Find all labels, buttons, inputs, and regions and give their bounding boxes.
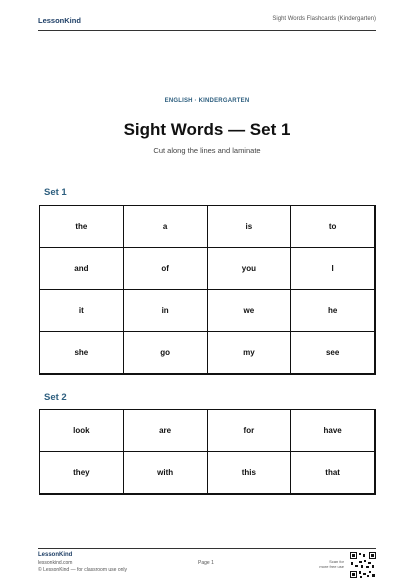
word-card: she	[39, 331, 124, 374]
document-title: Sight Words Flashcards (Kindergarten)	[272, 16, 376, 22]
word-card: are	[123, 409, 208, 452]
word-card: that	[290, 451, 375, 494]
footer-site: lessonkind.com	[38, 560, 73, 566]
qr-code-icon	[350, 552, 376, 578]
word-card: see	[290, 331, 375, 374]
word-card: in	[123, 289, 208, 332]
brand-logo: LessonKind	[38, 16, 81, 25]
set-2-grid	[39, 409, 376, 495]
page-footer	[38, 548, 376, 579]
word-card: we	[207, 289, 292, 332]
word-card: for	[207, 409, 292, 452]
word-card: you	[207, 247, 292, 290]
word-card: to	[290, 205, 375, 248]
word-card: with	[123, 451, 208, 494]
word-card: I	[290, 247, 375, 290]
footer-copyright: © LessonKind — for classroom use only	[38, 567, 128, 573]
word-card: is	[207, 205, 292, 248]
word-card: and	[39, 247, 124, 290]
word-card: this	[207, 451, 292, 494]
page-header	[38, 14, 376, 31]
page-number: Page 1	[198, 560, 214, 566]
word-card: it	[39, 289, 124, 332]
word-card: the	[39, 205, 124, 248]
word-card: they	[39, 451, 124, 494]
scan-caption-line-2: more free use	[319, 564, 344, 569]
word-card: go	[123, 331, 208, 374]
word-card: a	[123, 205, 208, 248]
set-1-grid	[39, 205, 376, 375]
word-card: have	[290, 409, 375, 452]
word-card: look	[39, 409, 124, 452]
scan-caption	[314, 559, 344, 569]
page-subtitle: Cut along the lines and laminate	[153, 146, 261, 155]
subject-label: ENGLISH · KINDERGARTEN	[164, 98, 250, 104]
scan-caption-line-1: Scan for	[329, 559, 344, 564]
footer-brand: LessonKind	[38, 552, 73, 558]
set-1-title: Set 1	[44, 187, 67, 198]
word-card: he	[290, 289, 375, 332]
word-card: my	[207, 331, 292, 374]
page-title: Sight Words — Set 1	[123, 120, 291, 139]
word-card: of	[123, 247, 208, 290]
set-2-title: Set 2	[44, 392, 67, 403]
